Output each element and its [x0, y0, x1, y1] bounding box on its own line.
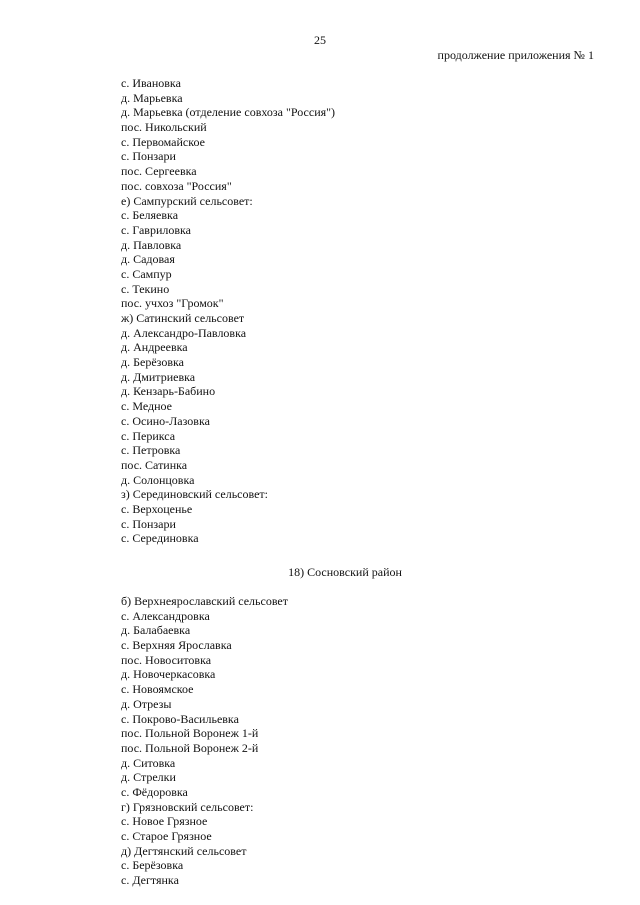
list-item: пос. Сатинка: [121, 457, 188, 472]
list-item: д. Марьевка (отделение совхоза "Россия"): [121, 105, 336, 120]
list-item: д. Берёзовка: [121, 355, 184, 370]
list-item: с. Сампур: [121, 266, 172, 281]
list-item: д. Новочеркасовка: [121, 667, 216, 682]
list-item: д) Дегтянский сельсовет: [121, 843, 247, 858]
page-number: 25: [314, 33, 326, 47]
list-item: с. Текино: [121, 281, 170, 296]
list-item: с. Понзари: [121, 149, 176, 164]
list-item: с. Серединовка: [121, 531, 199, 546]
list-item: с. Ивановка: [121, 76, 181, 90]
list-item: пос. совхоза "Россия": [121, 178, 232, 193]
list-item: д. Балабаевка: [121, 623, 191, 638]
list-item: д. Ситовка: [121, 755, 176, 770]
list-item: д. Отрезы: [121, 696, 172, 711]
list-item: д. Кензарь-Бабино: [121, 384, 216, 399]
list-item: пос. Польной Воронеж 2-й: [121, 740, 259, 755]
appendix-note: продолжение приложения № 1: [437, 48, 594, 62]
list-item: с. Новое Грязное: [121, 814, 208, 829]
list-item: д. Александро-Павловка: [121, 325, 247, 340]
list-item: с. Гавриловка: [121, 222, 192, 237]
list-item: с. Осино-Лазовка: [121, 413, 210, 428]
list-item: с. Медное: [121, 399, 173, 414]
list-item: с. Фёдоровка: [121, 784, 188, 799]
list-item: с. Понзари: [121, 516, 176, 531]
section-heading: 18) Сосновский район: [288, 565, 402, 579]
list-item: ж) Сатинский сельсовет: [121, 311, 245, 325]
list-item: с. Верхняя Ярославка: [121, 638, 232, 653]
list-item: пос. Никольский: [121, 120, 207, 135]
list-item: с. Старое Грязное: [121, 829, 212, 843]
list-item: с. Верхоценье: [121, 501, 193, 516]
list-item: пос. учхоз "Громок": [121, 296, 224, 311]
settlement-list-after: [121, 594, 288, 888]
list-item: с. Покрово-Васильевка: [121, 711, 239, 726]
list-item: пос. Сергеевка: [121, 164, 197, 179]
list-item: д. Солонцовка: [121, 472, 195, 487]
list-item: пос. Новоситовка: [121, 652, 212, 667]
list-item: г) Грязновский сельсовет:: [121, 799, 254, 814]
list-item: с. Новоямское: [121, 682, 194, 697]
list-item: с. Беляевка: [121, 208, 179, 223]
list-item: с. Берёзовка: [121, 858, 184, 873]
list-item: с. Дегтянка: [121, 873, 179, 888]
list-item: с. Петровка: [121, 443, 181, 458]
list-item: д. Марьевка: [121, 90, 183, 105]
list-item: д. Дмитриевка: [121, 369, 196, 384]
list-item: с. Александровка: [121, 608, 210, 623]
list-item: пос. Польной Воронеж 1-й: [121, 726, 259, 741]
list-item: з) Серединовский сельсовет:: [121, 487, 269, 502]
list-item: д. Андреевка: [121, 340, 188, 355]
list-item: д. Павловка: [121, 237, 182, 252]
list-item: с. Перикса: [121, 428, 176, 443]
list-item: е) Сампурский сельсовет:: [121, 193, 253, 208]
settlement-list-before: [121, 76, 335, 546]
list-item: б) Верхнеярославский сельсовет: [121, 594, 288, 608]
list-item: с. Первомайское: [121, 134, 205, 149]
list-item: д. Садовая: [121, 252, 175, 267]
list-item: д. Стрелки: [121, 770, 176, 785]
